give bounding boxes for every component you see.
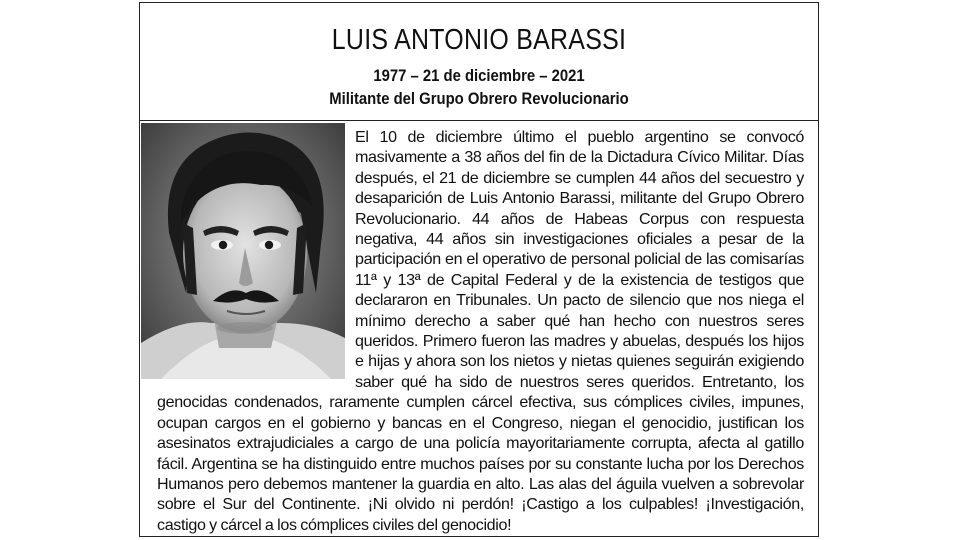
notice-header (140, 3, 818, 121)
obituary-text: El 10 de diciembre último el pueblo argentino se convocó masivamente a 38 años del fin de la Dictadura Cívico Militar. Días después, el 21 de diciembre se cumplen 44 años del secuestro y desaparición de Luis Antonio Barassi, militante del Grupo Obrero Revolucionario. 44 años de Habeas Corpus con respuesta negativa, 44 años sin investigaciones oficiales a pesar de la participación en el operativo de personal policial de las comisarías 11ª y 13ª de Capital Federal y de la existencia de testigos que declararon en Tribunales. Un pacto de silencio que nos niega el mínimo derecho a saber qué han hecho con nuestros seres queridos. Primero fueron las madres y abuelas, después los hijos e hijas y ahora son los nietos y nietas quienes seguirán exigiendo saber qué ha sido de nuestros seres queridos. Entretanto, los genocidas condenados, raramente cumplen cárcel efectiva, sus cómplices civiles, impunes, ocupan cargos en el gobierno y bancas en el Congreso, niegan el genocidio, justifican los asesinatos extrajudiciales a cargo de una policía mayoritariamente corrupta, afecta al gatillo fácil. Argentina se ha distinguido entre muchos países por su constante lucha por los Derechos Humanos pero debemos mantener la guardia en alto. Las alas del águila vuelven a sobrevolar sobre el Sur del Continente. ¡Ni olvido ni perdón! ¡Castigo a los culpables! ¡Investigación, castigo y cárcel a los cómplices civiles del genocidio! (157, 128, 804, 534)
obituary-notice (139, 2, 819, 537)
notice-content (140, 121, 818, 535)
person-role: Militante del Grupo Obrero Revolucionario (329, 90, 629, 108)
portrait-photo (141, 123, 345, 379)
memorial-dates: 1977 – 21 de diciembre – 2021 (373, 67, 585, 85)
person-name: LUIS ANTONIO BARASSI (331, 24, 627, 56)
portrait-icon (141, 123, 345, 379)
